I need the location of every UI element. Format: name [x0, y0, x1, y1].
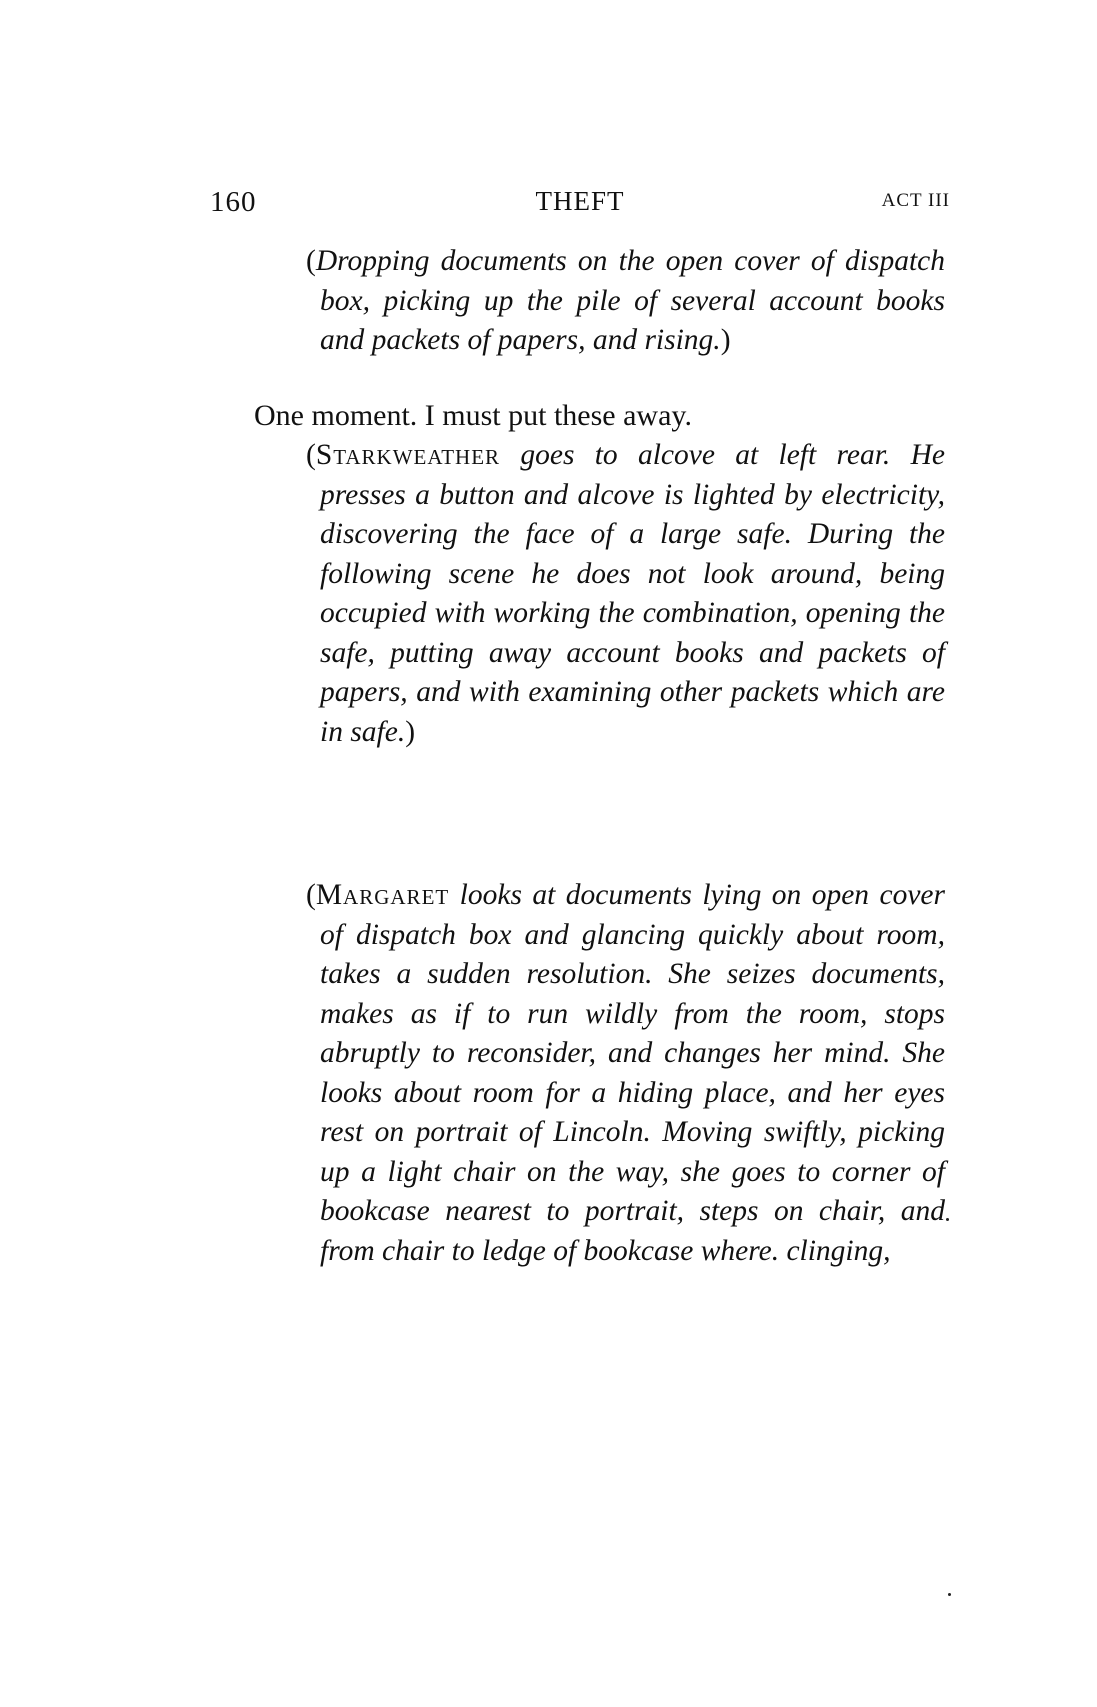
- character-name-starkweather: Starkweather: [315, 439, 501, 471]
- open-paren: (: [306, 439, 316, 471]
- stage-direction-text: Dropping documents on the open cover of dispatch box, picking up the pile of several account books and packets of papers, and rising.: [315, 245, 945, 356]
- act-label: ACT III: [881, 190, 950, 211]
- running-title: THEFT: [535, 186, 625, 216]
- page-number: 160: [210, 186, 257, 218]
- stage-direction-starkweather: [306, 436, 945, 752]
- close-paren: ): [405, 715, 416, 748]
- stage-direction-text: looks at documents lying on open cover of dispatch box and glancing quickly about room, takes a sudden resolution. She seizes documents, makes as if to run wildly from the room, stops abruptly to reconsider, and changes her mind. She looks about room for a hiding place, and her eyes rest on portrait of Lincoln. Moving swiftly, picking up a light chair on the way, she goes to corner of bookcase nearest to portrait, steps on chair, and from chair to ledge of bookcase where. clinging,: [320, 879, 945, 1267]
- open-paren: (: [306, 245, 316, 277]
- stage-direction-dropping-documents: [306, 242, 945, 361]
- open-paren: (: [306, 879, 316, 911]
- stage-direction-text: goes to alcove at left rear. He presses a button and alcove is lighted by electricity, discovering the face of a large safe. During the following scene he does not look around, being occupied with working the combination, opening the safe, putting away account books and packets of papers, and with examining other packets which are in safe.: [320, 439, 945, 748]
- running-head: [210, 186, 950, 226]
- close-paren: ): [720, 324, 731, 356]
- print-speck: [948, 1593, 951, 1596]
- stage-direction-margaret: [306, 876, 945, 1271]
- spoken-line: One moment. I must put these away.: [254, 399, 692, 432]
- print-speck: [946, 1218, 949, 1221]
- character-name-margaret: Margaret: [315, 879, 450, 911]
